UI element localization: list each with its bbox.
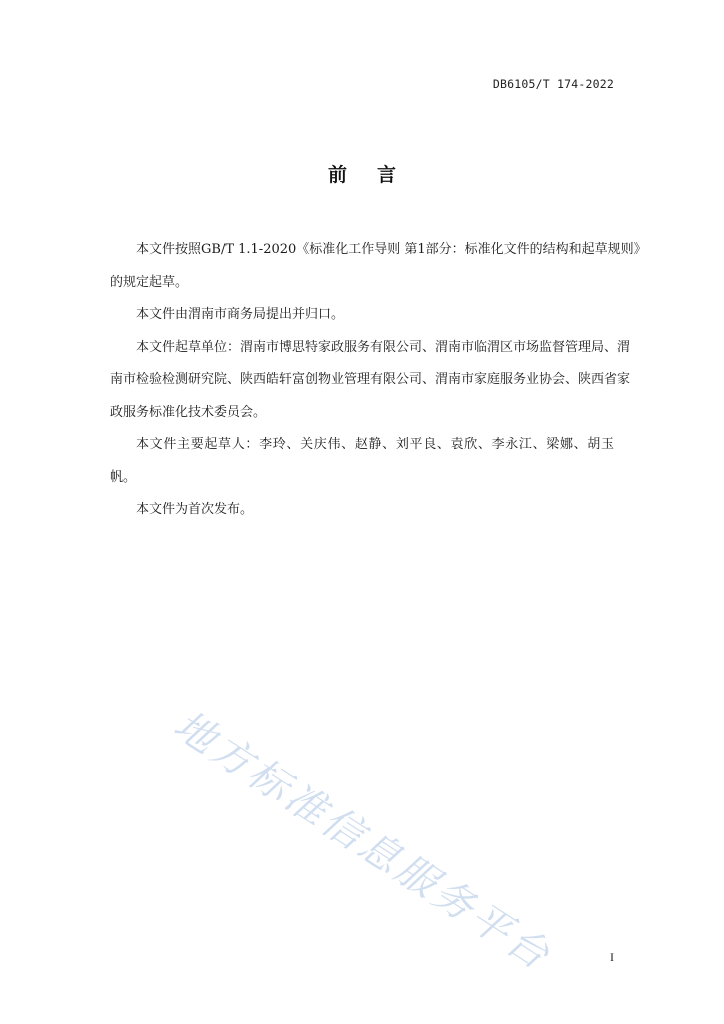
paragraph-drafting-units <box>110 332 631 430</box>
paragraph-drafters: 本文件主要起草人：李玲、关庆伟、赵静、刘平良、袁欣、李永江、梁娜、胡玉帆。 <box>110 437 614 485</box>
document-code: DB6105/T 174-2022 <box>492 77 614 91</box>
paragraph-line: 本文件起草单位：渭南市博思特家政服务有限公司、渭南市临渭区市场监督管理局、渭 <box>136 339 631 355</box>
page-title: 前言 <box>327 164 426 186</box>
paragraph-line: 南市检验检测研究院、陕西皓轩富创物业管理有限公司、渭南市家庭服务业协会、陕西省家 <box>110 372 631 387</box>
watermark: 地方标准信息服务平台 <box>165 702 560 981</box>
foreword-body <box>110 234 647 527</box>
paragraph-line: 的规定起草。 <box>110 274 189 290</box>
paragraph-line: 本文件按照GB/T 1.1-2020《标准化工作导则 第1部分：标准化文件的结构和起草规则》 <box>136 242 647 257</box>
paragraph-release: 本文件为首次发布。 <box>136 502 254 517</box>
paragraph-proposer: 本文件由渭南市商务局提出并归口。 <box>136 307 345 322</box>
page-number: I <box>610 950 614 964</box>
paragraph-drafting-basis <box>110 234 647 299</box>
paragraph-line: 政服务标准化技术委员会。 <box>110 404 267 420</box>
